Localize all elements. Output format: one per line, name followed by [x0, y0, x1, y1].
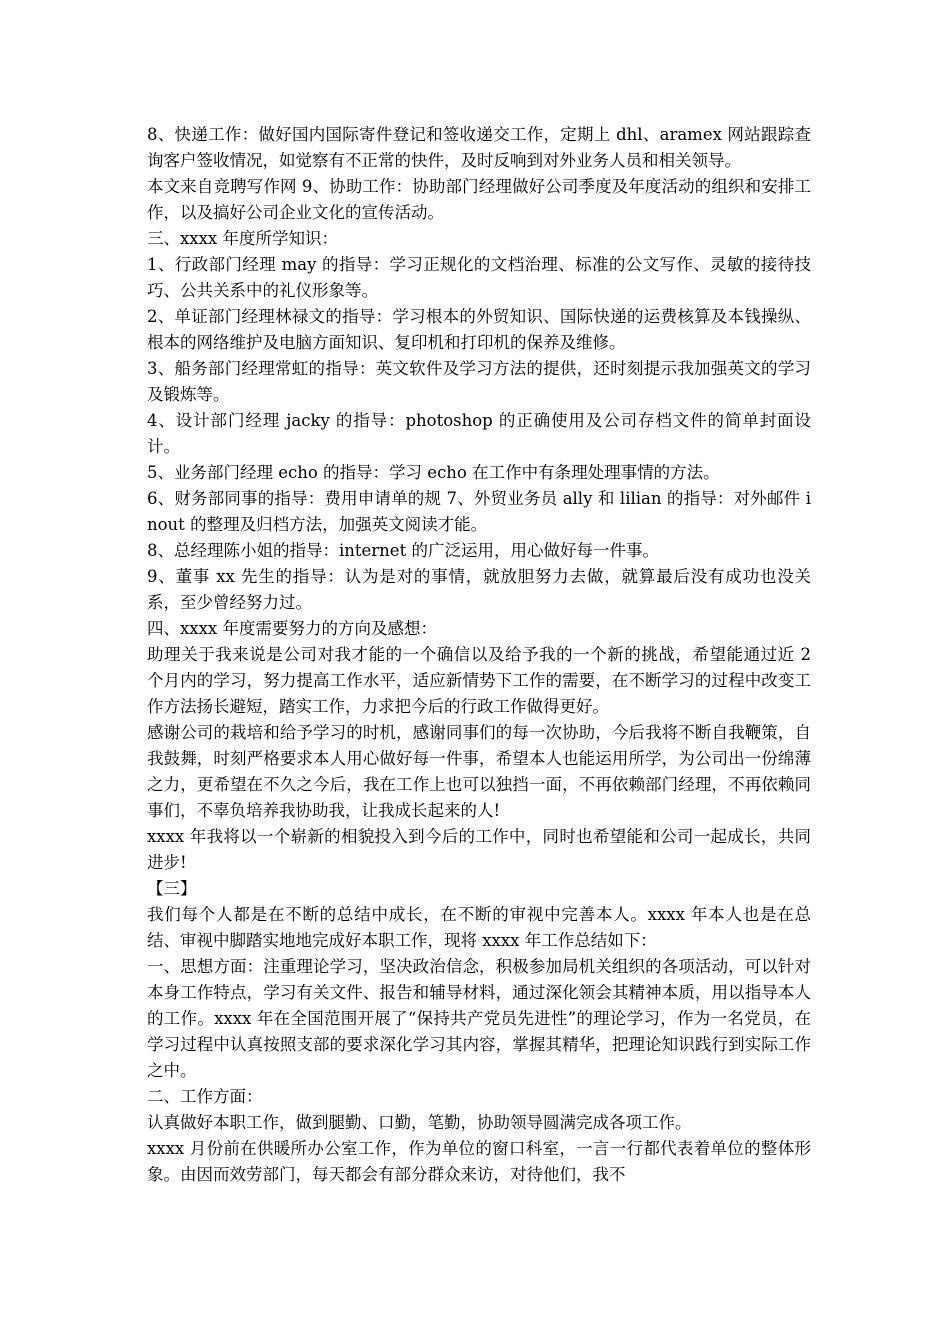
paragraph-heating-office: xxxx 月份前在供暖所办公室工作，作为单位的窗口科室，一言一行都代表着单位的整体形象。由因而效劳部门，每天都会有部分群众来访，对待他们，我不 [147, 1139, 811, 1184]
paragraph-assistant-challenge: 助理关于我来说是公司对我才能的一个确信以及给予我的一个新的挑战，希望能通过近 2 个月内的学习，努力提高工作水平，适应新情势下工作的需要，在不断学习的过程中改变工作方法扬长避短，踏实工作，力求把今后的行政工作做得更好。 [147, 645, 811, 716]
paragraph-duties: 认真做好本职工作，做到腿勤、口勤，笔勤，协助领导圆满完成各项工作。 [147, 1113, 692, 1132]
paragraph-admin-manager: 1、行政部门经理 may 的指导：学习正规化的文档治理、标准的公文写作、灵敏的接待技巧、公共关系中的礼仪形象等。 [147, 255, 811, 300]
paragraph-shipping-manager: 3、船务部门经理常虹的指导：英文软件及学习方法的提供，还时刻提示我加强英文的学习及锻炼等。 [147, 359, 811, 404]
paragraph-documents-manager: 2、单证部门经理林禄文的指导：学习根本的外贸知识、国际快递的运费核算及本钱操纵、根本的网络维护及电脑方面知识、复印机和打印机的保养及维修。 [147, 307, 811, 352]
section-marker-three: 【三】 [147, 879, 197, 898]
paragraph-express-work: 8、快递工作：做好国内国际寄件登记和签收递交工作，定期上 dhl、aramex 网站跟踪查询客户签收情况，如觉察有不正常的快件，及时反响到对外业务人员和相关领导。 [147, 125, 811, 170]
paragraph-assist-work: 本文来自竞聘写作网 9、协助工作：协助部门经理做好公司季度及年度活动的组织和安排工作，以及搞好公司企业文化的宣传活动。 [147, 177, 811, 222]
section-heading-work: 二、工作方面： [147, 1087, 263, 1106]
paragraph-design-manager: 4、设计部门经理 jacky 的指导：photoshop 的正确使用及公司存档文件的简单封面设计。 [147, 411, 811, 456]
paragraph-general-manager: 8、总经理陈小姐的指导：internet 的广泛运用，用心做好每一件事。 [147, 541, 659, 560]
document-body [147, 122, 811, 1188]
paragraph-director: 9、董事 xx 先生的指导：认为是对的事情，就放胆努力去做，就算最后没有成功也没关系，至少曾经努力过。 [147, 567, 811, 612]
paragraph-finance-colleague: 6、财务部同事的指导：费用申请单的规 7、外贸业务员 ally 和 lilian 的指导：对外邮件 inout 的整理及归档方法，加强英文阅读才能。 [147, 489, 811, 534]
section-heading-knowledge: 三、xxxx 年度所学知识： [147, 229, 338, 248]
section-heading-direction: 四、xxxx 年度需要努力的方向及感想： [147, 619, 437, 638]
paragraph-business-manager: 5、业务部门经理 echo 的指导：学习 echo 在工作中有条理处理事情的方法。 [147, 463, 720, 482]
paragraph-ideology: 一、思想方面：注重理论学习，坚决政治信念，积极参加局机关组织的各项活动，可以针对本身工作特点，学习有关文件、报告和辅导材料，通过深化领会其精神本质，用以指导本人的工作。xxxx 年在全国范围开展了“保持共产党员先进性”的理论学习，作为一名党员，在学习过程中认真按照支部的要求深化学习其内容，掌握其精华，把理论知识践行到实际工作之中。 [147, 957, 811, 1080]
paragraph-gratitude: 感谢公司的栽培和给予学习的时机，感谢同事们的每一次协助，今后我将不断自我鞭策，自我鼓舞，时刻严格要求本人用心做好每一件事，希望本人也能运用所学，为公司出一份绵薄之力，更希望在不久之今后，我在工作上也可以独挡一面，不再依赖部门经理，不再依赖同事们，不辜负培养我协助我，让我成长起来的人! [147, 723, 811, 820]
paragraph-summary-intro: 我们每个人都是在不断的总结中成长，在不断的审视中完善本人。xxxx 年本人也是在总结、审视中脚踏实地地完成好本职工作，现将 xxxx 年工作总结如下： [147, 905, 811, 950]
paragraph-new-year: xxxx 年我将以一个崭新的相貌投入到今后的工作中，同时也希望能和公司一起成长，共同进步! [147, 827, 811, 872]
